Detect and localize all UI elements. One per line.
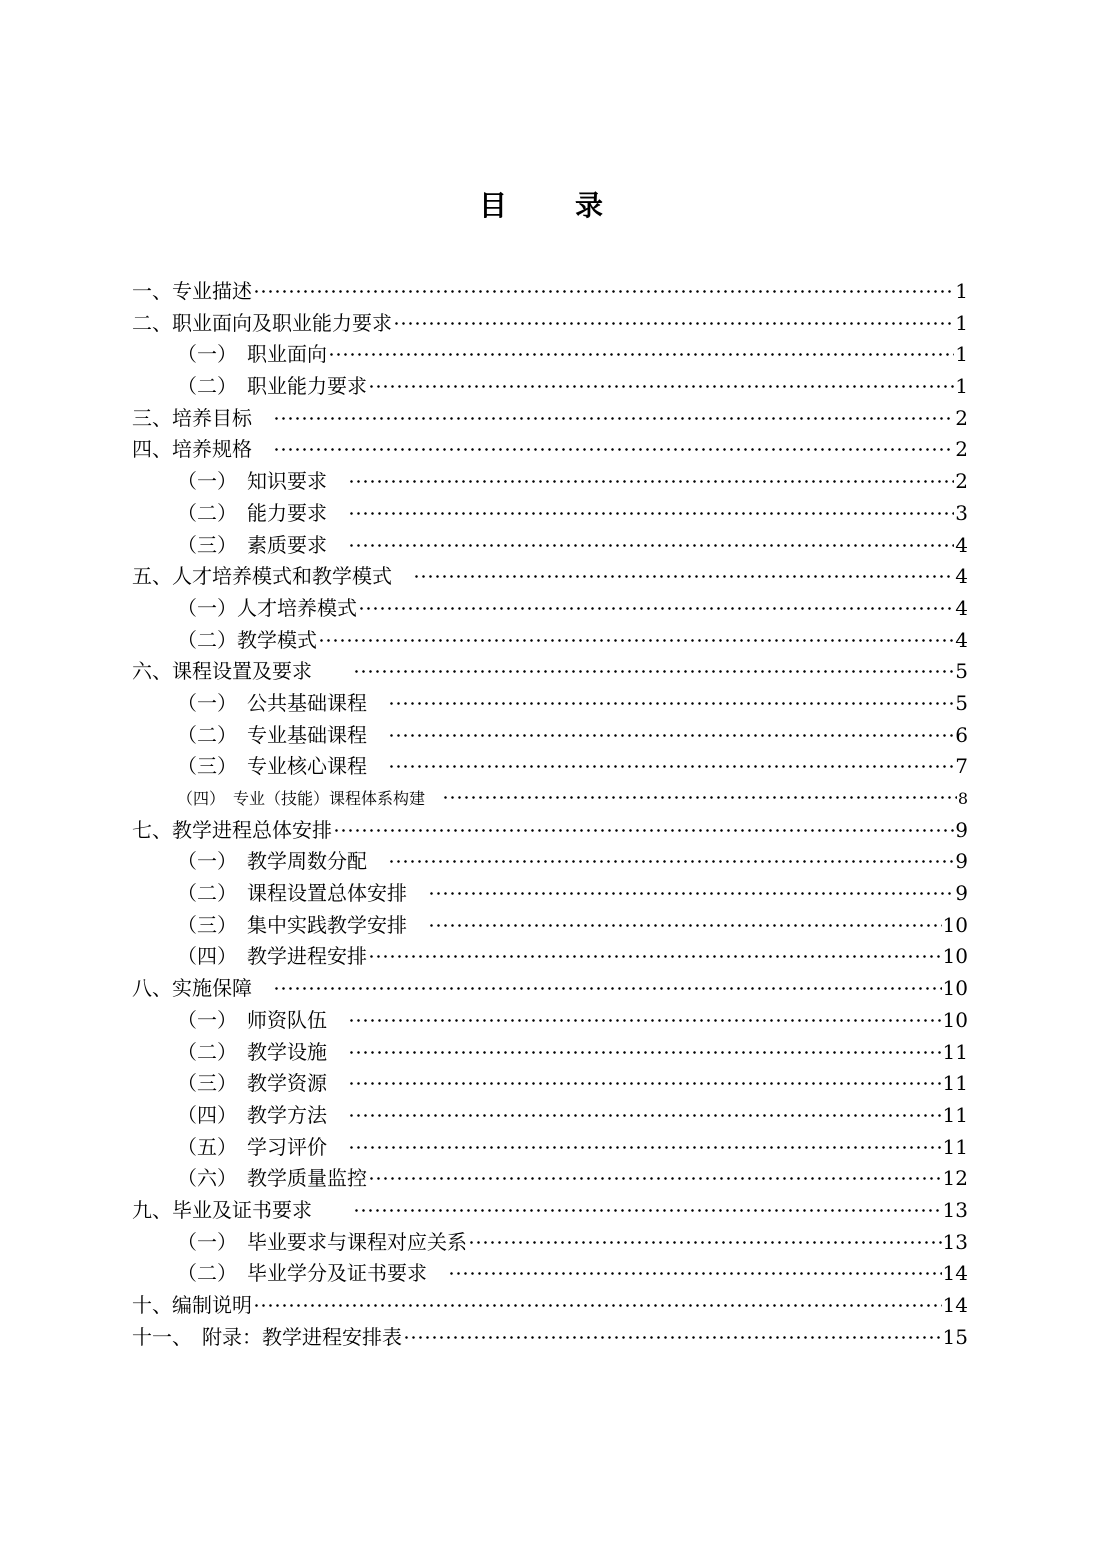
dot-leader — [333, 829, 954, 832]
toc-subentry[interactable] — [132, 1163, 968, 1195]
toc-subentry[interactable] — [132, 1132, 968, 1164]
toc-entry[interactable] — [132, 276, 968, 308]
dot-leader — [368, 385, 954, 388]
toc-page-number: 4 — [955, 627, 968, 652]
dot-leader — [403, 1336, 942, 1339]
dot-leader — [358, 607, 954, 610]
toc-subentry[interactable] — [132, 339, 968, 371]
toc-entry-label: 三、培养目标 — [132, 405, 272, 430]
dot-leader — [353, 1209, 942, 1212]
dot-leader — [442, 796, 957, 799]
toc-entry[interactable] — [132, 1290, 968, 1322]
dot-leader — [448, 1272, 942, 1275]
toc-page-number: 6 — [955, 722, 968, 747]
dot-leader — [348, 512, 954, 515]
dot-leader — [468, 1241, 942, 1244]
toc-page-number: 11 — [942, 1134, 968, 1159]
toc-entry-label: 五、人才培养模式和教学模式 — [132, 564, 412, 589]
toc-page-number: 5 — [955, 659, 968, 684]
dot-leader — [353, 670, 954, 673]
toc-subentry[interactable] — [132, 878, 968, 910]
toc-page-number: 2 — [955, 405, 968, 430]
toc-page-number: 4 — [955, 595, 968, 620]
toc-page-number: 1 — [955, 342, 968, 367]
toc-entry[interactable] — [132, 815, 968, 847]
toc-page-number: 11 — [942, 1102, 968, 1127]
dot-leader — [318, 639, 954, 642]
toc-subentry[interactable] — [132, 688, 968, 720]
toc-page-number: 9 — [955, 881, 968, 906]
toc-entry-label: （二） 课程设置总体安排 — [177, 881, 427, 906]
toc-entry[interactable] — [132, 1195, 968, 1227]
toc-entry-label: 十一、 附录：教学进程安排表 — [132, 1324, 402, 1349]
toc-page-number: 12 — [942, 1166, 968, 1191]
toc-entry-label: 十、编制说明 — [132, 1293, 252, 1317]
toc-page-number: 9 — [955, 817, 968, 842]
toc-page-number: 15 — [942, 1324, 968, 1349]
toc-entry-label: （一） 知识要求 — [177, 469, 347, 494]
toc-page-number: 10 — [942, 1007, 968, 1032]
toc-page-number: 9 — [955, 849, 968, 874]
toc-subentry[interactable] — [132, 625, 968, 657]
toc-entry-label: （一） 师资队伍 — [177, 1007, 347, 1032]
toc-entry-label: 六、课程设置及要求 — [132, 659, 352, 684]
toc-subentry[interactable] — [132, 846, 968, 878]
toc-subentry[interactable] — [132, 720, 968, 752]
dot-leader — [388, 860, 954, 863]
toc-page-number: 2 — [955, 437, 968, 462]
toc-page-number: 14 — [942, 1261, 968, 1286]
dot-leader — [348, 1019, 942, 1022]
toc-entry-label: （四） 教学进程安排 — [177, 944, 367, 969]
toc-subentry[interactable] — [132, 1005, 968, 1037]
toc-page-number: 1 — [955, 310, 968, 335]
dot-leader — [273, 417, 954, 420]
toc-page-number: 10 — [942, 944, 968, 969]
toc-entry-label: 一、专业描述 — [132, 279, 252, 303]
toc-subentry[interactable] — [132, 498, 968, 530]
toc-entry-label: （六） 教学质量监控 — [177, 1166, 367, 1191]
toc-entry[interactable] — [132, 434, 968, 466]
toc-entry-label: （三） 集中实践教学安排 — [177, 912, 427, 937]
toc-subentry[interactable] — [132, 1037, 968, 1069]
toc-title: 目 录 — [478, 189, 623, 222]
toc-entry-label: （四） 专业（技能）课程体系构建 — [177, 789, 442, 808]
toc-entry-label: （三） 教学资源 — [177, 1071, 347, 1096]
toc-subentry[interactable] — [132, 751, 968, 783]
toc-subentry[interactable] — [132, 941, 968, 973]
toc-entry[interactable] — [132, 973, 968, 1005]
dot-leader — [388, 734, 954, 737]
toc-entry-label: （三） 素质要求 — [177, 532, 347, 557]
dot-leader — [348, 544, 954, 547]
dot-leader — [348, 1051, 942, 1054]
toc-entry[interactable] — [132, 403, 968, 435]
toc-entry-label: 九、毕业及证书要求 — [132, 1197, 352, 1222]
toc-entry-label: （二） 毕业学分及证书要求 — [177, 1261, 447, 1286]
toc-page-number: 13 — [942, 1197, 968, 1222]
toc-page-number: 10 — [942, 912, 968, 937]
toc-page-number: 3 — [955, 500, 968, 525]
toc-entry[interactable] — [132, 561, 968, 593]
dot-leader — [388, 702, 954, 705]
dot-leader — [273, 448, 954, 451]
toc-entry-label: （二） 专业基础课程 — [177, 722, 387, 747]
toc-subentry[interactable] — [132, 783, 968, 815]
toc-entry-label: （二） 教学设施 — [177, 1039, 347, 1064]
toc-page-number: 4 — [955, 532, 968, 557]
toc-page-number: 7 — [955, 754, 968, 779]
toc-page-number: 8 — [957, 789, 968, 808]
toc-subentry[interactable] — [132, 910, 968, 942]
dot-leader — [253, 290, 954, 293]
toc-page-number: 2 — [955, 469, 968, 494]
toc-subentry[interactable] — [132, 593, 968, 625]
dot-leader — [428, 924, 942, 927]
toc-entry-label: （一） 教学周数分配 — [177, 849, 387, 874]
dot-leader — [388, 765, 954, 768]
dot-leader — [348, 1082, 942, 1085]
toc-subentry[interactable] — [132, 1100, 968, 1132]
toc-page-number: 10 — [942, 976, 968, 1001]
toc-entry-label: （三） 专业核心课程 — [177, 754, 387, 779]
toc-subentry[interactable] — [132, 1258, 968, 1290]
dot-leader — [368, 955, 942, 958]
toc-page-number: 5 — [955, 690, 968, 715]
toc-entry-label: （一） 公共基础课程 — [177, 690, 387, 715]
toc-entry-label: （五） 学习评价 — [177, 1134, 347, 1159]
dot-leader — [393, 322, 954, 325]
toc-entry[interactable] — [132, 308, 968, 340]
dot-leader — [428, 892, 954, 895]
dot-leader — [348, 1114, 942, 1117]
toc-entry-label: 二、职业面向及职业能力要求 — [132, 310, 392, 335]
toc-entry-label: 七、教学进程总体安排 — [132, 817, 332, 842]
toc-entry-label: （一）人才培养模式 — [177, 595, 357, 620]
toc-entry-label: 八、实施保障 — [132, 976, 272, 1001]
table-of-contents — [132, 276, 968, 1353]
toc-subentry[interactable] — [132, 530, 968, 562]
toc-subentry[interactable] — [132, 466, 968, 498]
toc-entry-label: （一） 毕业要求与课程对应关系 — [177, 1229, 467, 1254]
toc-entry-label: （四） 教学方法 — [177, 1102, 347, 1127]
toc-subentry[interactable] — [132, 1227, 968, 1259]
toc-subentry[interactable] — [132, 1068, 968, 1100]
toc-page-number: 1 — [955, 374, 968, 399]
toc-entry-label: （一） 职业面向 — [177, 342, 327, 367]
dot-leader — [413, 575, 954, 578]
toc-page-number: 11 — [942, 1039, 968, 1064]
dot-leader — [328, 353, 954, 356]
toc-page-number: 11 — [942, 1071, 968, 1096]
toc-page-number: 4 — [955, 564, 968, 589]
toc-subentry[interactable] — [132, 371, 968, 403]
dot-leader — [348, 1146, 942, 1149]
dot-leader — [253, 1304, 942, 1307]
toc-entry-label: （二）教学模式 — [177, 627, 317, 652]
dot-leader — [348, 480, 954, 483]
toc-entry[interactable] — [132, 1322, 968, 1354]
dot-leader — [273, 987, 942, 990]
toc-entry-label: （二） 职业能力要求 — [177, 374, 367, 399]
toc-page-number: 13 — [942, 1229, 968, 1254]
toc-entry-label: 四、培养规格 — [132, 437, 272, 462]
toc-entry[interactable] — [132, 656, 968, 688]
dot-leader — [368, 1177, 942, 1180]
toc-entry-label: （二） 能力要求 — [177, 500, 347, 525]
toc-page-number: 1 — [955, 279, 968, 303]
toc-page-number: 14 — [942, 1293, 968, 1317]
